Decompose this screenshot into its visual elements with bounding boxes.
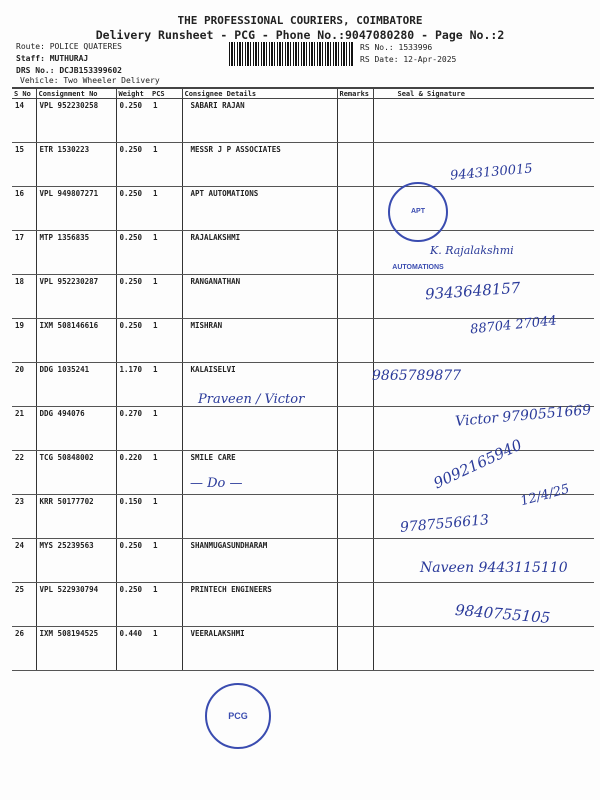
weight-cell: 0.150: [116, 495, 150, 539]
consignee-cell: [182, 407, 337, 451]
signature-17: K. Rajalakshmi: [430, 244, 514, 257]
consignee-cell: APT AUTOMATIONS: [182, 187, 337, 231]
remarks-cell: [337, 187, 373, 231]
weight-cell: 0.250: [116, 231, 150, 275]
weight-cell: 1.170: [116, 363, 150, 407]
consignee-cell: RANGANATHAN: [182, 275, 337, 319]
weight-cell: 0.250: [116, 583, 150, 627]
pcs-cell: 1: [150, 451, 182, 495]
consignee-cell: VEERALAKSHMI: [182, 627, 337, 671]
pcs-cell: 1: [150, 539, 182, 583]
consignment-no-cell: MYS 25239563: [36, 539, 116, 583]
pcs-cell: 1: [150, 583, 182, 627]
consignment-no-cell: DDG 1035241: [36, 363, 116, 407]
remarks-cell: [337, 495, 373, 539]
sno-cell: 14: [12, 99, 36, 143]
remarks-cell: [337, 407, 373, 451]
consignee-cell: SMILE CARE: [182, 451, 337, 495]
signature-18: 9343648157: [424, 278, 521, 304]
signature-26: 9840755105: [454, 600, 552, 628]
company-title: THE PROFESSIONAL COURIERS, COIMBATORE: [177, 14, 423, 27]
sno-cell: 25: [12, 583, 36, 627]
col-remarks: Remarks: [337, 88, 373, 99]
table-row: [12, 627, 594, 671]
sno-cell: 20: [12, 363, 36, 407]
col-pcs: PCS: [150, 88, 182, 99]
barcode: [229, 42, 354, 66]
rs-date: RS Date: 12-Apr-2025: [360, 55, 457, 64]
table-header: [12, 88, 594, 99]
signature-21: Victor 9790551669: [454, 402, 592, 430]
weight-cell: 0.270: [116, 407, 150, 451]
consignment-no-cell: VPL 952230258: [36, 99, 116, 143]
consignee-cell: PRINTECH ENGINEERS: [182, 583, 337, 627]
table-row: [12, 495, 594, 539]
pcs-cell: 1: [150, 319, 182, 363]
consignment-no-cell: MTP 1356835: [36, 231, 116, 275]
handwritten-ditto-23: — Do —: [190, 476, 243, 491]
consignment-no-cell: IXM 508194525: [36, 627, 116, 671]
col-consignment: Consignment No: [36, 88, 116, 99]
staff: Staff: MUTHURAJ: [16, 54, 89, 63]
pcs-cell: 1: [150, 407, 182, 451]
pcs-cell: 1: [150, 231, 182, 275]
consignment-no-cell: VPL 952230287: [36, 275, 116, 319]
consignee-cell: SABARI RAJAN: [182, 99, 337, 143]
sno-cell: 23: [12, 495, 36, 539]
weight-cell: 0.250: [116, 99, 150, 143]
consignment-no-cell: VPL 522930794: [36, 583, 116, 627]
signature-20: 9865789877: [372, 368, 462, 384]
company-stamp-bottom: PCG: [205, 683, 271, 749]
signature-25: Naveen 9443115110: [420, 560, 568, 576]
consignee-cell: SHANMUGASUNDHARAM: [182, 539, 337, 583]
rs-no: RS No.: 1533996: [360, 43, 433, 52]
vehicle: Vehicle: Two Wheeler Delivery: [20, 76, 160, 85]
consignment-no-cell: ETR 1530223: [36, 143, 116, 187]
weight-cell: 0.250: [116, 319, 150, 363]
remarks-cell: [337, 539, 373, 583]
signature-23: 12/4/25: [518, 481, 572, 510]
remarks-cell: [337, 275, 373, 319]
pcs-cell: 1: [150, 99, 182, 143]
pcs-cell: 1: [150, 495, 182, 539]
sno-cell: 17: [12, 231, 36, 275]
weight-cell: 0.250: [116, 143, 150, 187]
consignee-cell: RAJALAKSHMI: [182, 231, 337, 275]
consignment-no-cell: IXM 508146616: [36, 319, 116, 363]
weight-cell: 0.250: [116, 275, 150, 319]
col-seal: Seal & Signature: [373, 88, 594, 99]
sno-cell: 22: [12, 451, 36, 495]
seal-signature-cell: [373, 627, 594, 671]
signature-24: 9787556613: [399, 512, 490, 536]
remarks-cell: [337, 143, 373, 187]
runsheet-subtitle: Delivery Runsheet - PCG - Phone No.:9047080280 - Page No.:2: [95, 28, 505, 42]
consignment-no-cell: TCG 50848002: [36, 451, 116, 495]
weight-cell: 0.440: [116, 627, 150, 671]
route: Route: POLICE QUATERES: [16, 42, 122, 51]
consignment-no-cell: DDG 494076: [36, 407, 116, 451]
company-stamp-apt: APT AUTOMATIONS: [388, 182, 448, 242]
sno-cell: 16: [12, 187, 36, 231]
sno-cell: 19: [12, 319, 36, 363]
consignment-no-cell: KRR 50177702: [36, 495, 116, 539]
pcs-cell: 1: [150, 627, 182, 671]
weight-cell: 0.220: [116, 451, 150, 495]
consignee-cell: MISHRAN: [182, 319, 337, 363]
seal-signature-cell: [373, 99, 594, 143]
col-sno: S No: [12, 88, 36, 99]
sno-cell: 18: [12, 275, 36, 319]
sno-cell: 15: [12, 143, 36, 187]
pcs-cell: 1: [150, 187, 182, 231]
consignee-cell: MESSR J P ASSOCIATES: [182, 143, 337, 187]
table-row: [12, 99, 594, 143]
pcs-cell: 1: [150, 275, 182, 319]
signature-15: 9443130015: [449, 161, 534, 184]
pcs-cell: 1: [150, 143, 182, 187]
sno-cell: 24: [12, 539, 36, 583]
pcs-cell: 1: [150, 363, 182, 407]
signature-19: 88704 27044: [469, 313, 558, 338]
remarks-cell: [337, 627, 373, 671]
sno-cell: 21: [12, 407, 36, 451]
col-weight: Weight: [116, 88, 150, 99]
table-row: [12, 187, 594, 231]
weight-cell: 0.250: [116, 539, 150, 583]
consignment-no-cell: VPL 949807271: [36, 187, 116, 231]
weight-cell: 0.250: [116, 187, 150, 231]
consignee-cell: KALAISELVI: [182, 363, 337, 407]
remarks-cell: [337, 319, 373, 363]
sno-cell: 26: [12, 627, 36, 671]
remarks-cell: [337, 99, 373, 143]
consignee-cell: [182, 495, 337, 539]
remarks-cell: [337, 451, 373, 495]
remarks-cell: [337, 363, 373, 407]
handwritten-name-21: Praveen / Victor: [198, 392, 305, 407]
remarks-cell: [337, 231, 373, 275]
remarks-cell: [337, 583, 373, 627]
drs-no: DRS No.: DCJB153399602: [16, 66, 122, 75]
signature-22: 9092165940: [430, 435, 525, 493]
col-consignee: Consignee Details: [182, 88, 337, 99]
